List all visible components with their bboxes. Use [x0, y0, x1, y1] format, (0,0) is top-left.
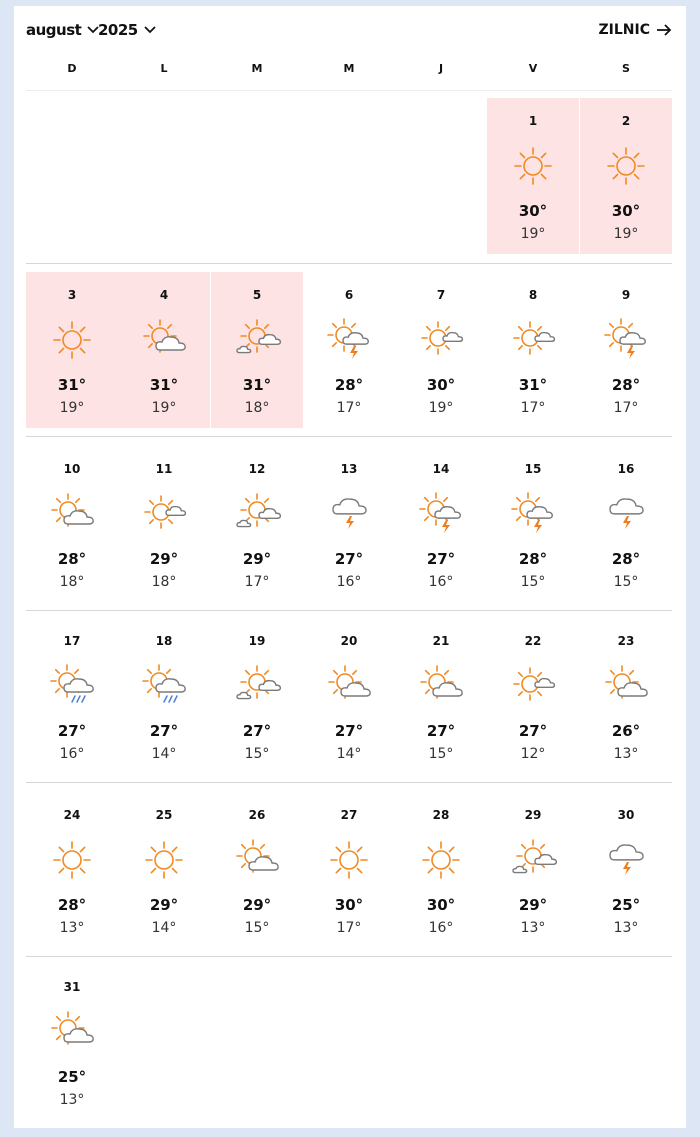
min-temperature: 17°: [336, 400, 362, 416]
weekday-label: J: [438, 62, 444, 75]
day-number: 9: [621, 288, 631, 302]
max-temperature: 30°: [426, 376, 456, 394]
sun-scattered-clouds-icon: [233, 662, 281, 710]
day-number: 16: [617, 462, 635, 476]
partly-cloudy-icon: [417, 662, 465, 710]
day-cell[interactable]: [487, 272, 579, 428]
max-temperature: 29°: [149, 896, 179, 914]
sun-small-cloud-icon: [417, 316, 465, 364]
weekday-label: D: [67, 62, 77, 75]
day-number: 2: [621, 114, 631, 128]
day-cell[interactable]: [26, 272, 118, 428]
max-temperature: 27°: [334, 550, 364, 568]
sun-small-cloud-icon: [509, 662, 557, 710]
max-temperature: 31°: [57, 376, 87, 394]
min-temperature: 15°: [613, 574, 639, 590]
max-temperature: 27°: [242, 722, 272, 740]
min-temperature: 18°: [151, 574, 177, 590]
day-number: 25: [155, 808, 173, 822]
max-temperature: 30°: [426, 896, 456, 914]
sun-icon: [48, 836, 96, 884]
sun-small-cloud-icon: [509, 316, 557, 364]
day-cell[interactable]: [303, 446, 395, 602]
day-number: 13: [340, 462, 358, 476]
arrow-right-icon: [656, 24, 672, 36]
day-number: 6: [344, 288, 354, 302]
sun-thunderstorm-icon: [325, 316, 373, 364]
max-temperature: 28°: [334, 376, 364, 394]
day-number: 30: [617, 808, 635, 822]
min-temperature: 14°: [336, 746, 362, 762]
thunderstorm-icon: [602, 836, 650, 884]
max-temperature: 30°: [518, 202, 548, 220]
day-number: 24: [63, 808, 81, 822]
max-temperature: 27°: [518, 722, 548, 740]
min-temperature: 17°: [613, 400, 639, 416]
day-cell[interactable]: [211, 446, 303, 602]
day-number: 14: [432, 462, 450, 476]
day-number: 5: [252, 288, 262, 302]
min-temperature: 13°: [59, 1092, 85, 1108]
weekday-label: M: [251, 62, 263, 75]
max-temperature: 27°: [57, 722, 87, 740]
day-number: 3: [67, 288, 77, 302]
max-temperature: 27°: [334, 722, 364, 740]
day-number: 20: [340, 634, 358, 648]
min-temperature: 19°: [59, 400, 85, 416]
day-cell[interactable]: [118, 792, 210, 948]
max-temperature: 28°: [518, 550, 548, 568]
day-cell[interactable]: [303, 272, 395, 428]
day-cell[interactable]: [118, 272, 210, 428]
week-divider: [26, 782, 672, 783]
max-temperature: 25°: [611, 896, 641, 914]
day-cell[interactable]: [26, 618, 118, 774]
daily-view-link[interactable]: [599, 18, 672, 42]
day-number: 23: [617, 634, 635, 648]
monthly-forecast-card: [14, 6, 686, 1128]
max-temperature: 31°: [149, 376, 179, 394]
day-cell[interactable]: [580, 618, 672, 774]
min-temperature: 19°: [613, 226, 639, 242]
min-temperature: 14°: [151, 920, 177, 936]
min-temperature: 13°: [59, 920, 85, 936]
day-cell[interactable]: [580, 272, 672, 428]
day-cell[interactable]: [487, 618, 579, 774]
weekday-label: M: [343, 62, 355, 75]
day-cell[interactable]: [26, 964, 118, 1120]
partly-cloudy-icon: [140, 316, 188, 364]
min-temperature: 15°: [244, 920, 270, 936]
day-cell[interactable]: [118, 446, 210, 602]
max-temperature: 29°: [242, 550, 272, 568]
weekday-label: S: [622, 62, 630, 75]
max-temperature: 30°: [334, 896, 364, 914]
thunderstorm-icon: [602, 490, 650, 538]
day-cell[interactable]: [118, 618, 210, 774]
day-cell[interactable]: [580, 98, 672, 254]
sun-icon: [48, 316, 96, 364]
thunderstorm-icon: [325, 490, 373, 538]
min-temperature: 13°: [613, 920, 639, 936]
max-temperature: 29°: [518, 896, 548, 914]
day-cell[interactable]: [395, 272, 487, 428]
day-number: 4: [159, 288, 169, 302]
min-temperature: 19°: [428, 400, 454, 416]
week-divider: [26, 956, 672, 957]
sun-icon: [325, 836, 373, 884]
day-number: 22: [524, 634, 542, 648]
min-temperature: 17°: [244, 574, 270, 590]
day-number: 15: [524, 462, 542, 476]
day-number: 1: [528, 114, 538, 128]
day-cell[interactable]: [487, 792, 579, 948]
sun-rain-icon: [48, 662, 96, 710]
max-temperature: 27°: [426, 550, 456, 568]
day-cell[interactable]: [211, 272, 303, 428]
min-temperature: 15°: [244, 746, 270, 762]
day-cell[interactable]: [395, 446, 487, 602]
sun-scattered-clouds-icon: [509, 836, 557, 884]
day-number: 11: [155, 462, 173, 476]
day-cell[interactable]: [580, 446, 672, 602]
day-cell[interactable]: [487, 98, 579, 254]
weekday-label: L: [160, 62, 168, 75]
min-temperature: 15°: [520, 574, 546, 590]
day-cell[interactable]: [26, 792, 118, 948]
sun-scattered-clouds-icon: [233, 316, 281, 364]
min-temperature: 17°: [336, 920, 362, 936]
day-number: 18: [155, 634, 173, 648]
day-number: 7: [436, 288, 446, 302]
day-cell[interactable]: [26, 446, 118, 602]
sun-rain-icon: [140, 662, 188, 710]
sun-scattered-clouds-icon: [233, 490, 281, 538]
sun-icon: [140, 836, 188, 884]
sun-thunderstorm-icon: [417, 490, 465, 538]
sun-thunderstorm-icon: [509, 490, 557, 538]
min-temperature: 18°: [59, 574, 85, 590]
sun-thunderstorm-icon: [602, 316, 650, 364]
min-temperature: 16°: [59, 746, 85, 762]
weekday-label: V: [528, 62, 538, 75]
max-temperature: 28°: [611, 550, 641, 568]
max-temperature: 27°: [149, 722, 179, 740]
day-cell[interactable]: [211, 618, 303, 774]
sun-icon: [509, 142, 557, 190]
min-temperature: 16°: [336, 574, 362, 590]
day-number: 29: [524, 808, 542, 822]
day-number: 27: [340, 808, 358, 822]
daily-view-label: ZILNIC: [598, 22, 650, 38]
week-divider: [26, 263, 672, 264]
day-number: 17: [63, 634, 81, 648]
max-temperature: 29°: [149, 550, 179, 568]
day-number: 8: [528, 288, 538, 302]
max-temperature: 28°: [57, 550, 87, 568]
day-number: 10: [63, 462, 81, 476]
partly-cloudy-icon: [233, 836, 281, 884]
day-number: 21: [432, 634, 450, 648]
day-number: 26: [248, 808, 266, 822]
partly-cloudy-icon: [48, 1008, 96, 1056]
week-divider: [26, 90, 672, 91]
sun-icon: [602, 142, 650, 190]
min-temperature: 15°: [428, 746, 454, 762]
min-temperature: 19°: [151, 400, 177, 416]
day-number: 12: [248, 462, 266, 476]
day-cell[interactable]: [580, 792, 672, 948]
min-temperature: 17°: [520, 400, 546, 416]
month-selector[interactable]: [26, 18, 99, 42]
min-temperature: 16°: [428, 574, 454, 590]
day-cell[interactable]: [395, 618, 487, 774]
max-temperature: 25°: [57, 1068, 87, 1086]
max-temperature: 28°: [611, 376, 641, 394]
max-temperature: 26°: [611, 722, 641, 740]
day-number: 31: [63, 980, 81, 994]
min-temperature: 12°: [520, 746, 546, 762]
day-cell[interactable]: [395, 792, 487, 948]
partly-cloudy-icon: [602, 662, 650, 710]
min-temperature: 16°: [428, 920, 454, 936]
year-selector[interactable]: [98, 18, 156, 42]
min-temperature: 14°: [151, 746, 177, 762]
max-temperature: 27°: [426, 722, 456, 740]
max-temperature: 29°: [242, 896, 272, 914]
chevron-down-icon: [144, 26, 156, 34]
partly-cloudy-icon: [48, 490, 96, 538]
max-temperature: 31°: [242, 376, 272, 394]
min-temperature: 13°: [613, 746, 639, 762]
min-temperature: 19°: [520, 226, 546, 242]
partly-cloudy-icon: [325, 662, 373, 710]
day-number: 19: [248, 634, 266, 648]
month-label: august: [26, 21, 82, 39]
day-cell[interactable]: [303, 792, 395, 948]
week-divider: [26, 610, 672, 611]
max-temperature: 31°: [518, 376, 548, 394]
day-cell[interactable]: [303, 618, 395, 774]
min-temperature: 13°: [520, 920, 546, 936]
min-temperature: 18°: [244, 400, 270, 416]
sun-small-cloud-icon: [140, 490, 188, 538]
week-divider: [26, 436, 672, 437]
sun-icon: [417, 836, 465, 884]
day-number: 28: [432, 808, 450, 822]
day-cell[interactable]: [211, 792, 303, 948]
year-label: 2025: [98, 21, 138, 39]
calendar-header: [14, 6, 686, 54]
max-temperature: 28°: [57, 896, 87, 914]
max-temperature: 30°: [611, 202, 641, 220]
day-cell[interactable]: [487, 446, 579, 602]
